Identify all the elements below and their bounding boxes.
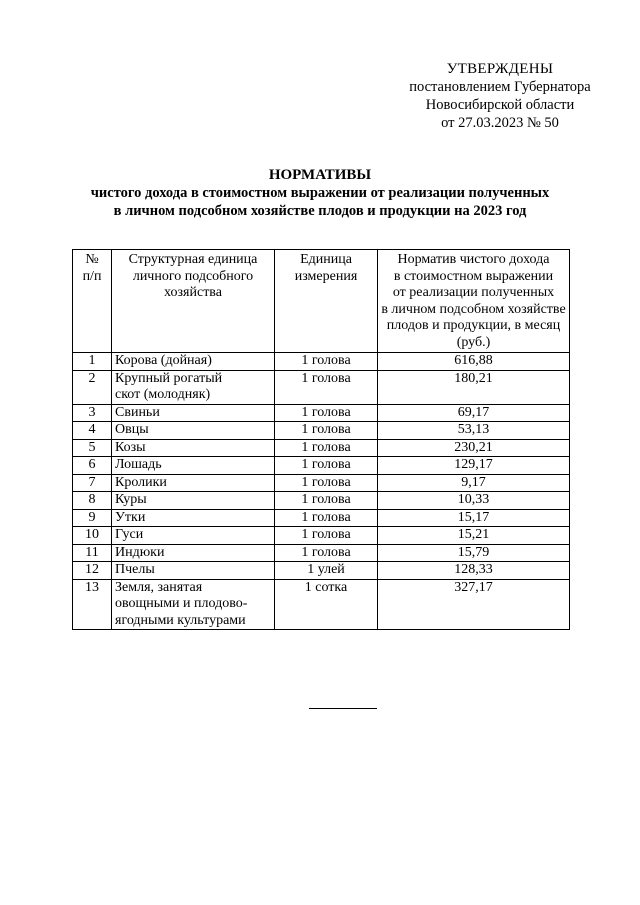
row-measure: 1 голова [275,404,378,422]
header-line: личного подсобного [132,268,254,284]
row-unit [112,527,275,545]
header-line: хозяйства [164,285,222,300]
row-measure: 1 голова [275,439,378,457]
row-value: 53,13 [378,422,570,440]
row-measure: 1 голова [275,492,378,510]
row-unit [112,439,275,457]
header-line: в личном подсобном хозяйстве [381,301,566,317]
row-number: 3 [73,404,112,422]
header-line: плодов и продукции, в месяц [386,318,561,333]
table-row [73,509,570,527]
unit-line: Пчелы [115,562,155,577]
header-line: от реализации полученных [392,285,555,300]
row-number: 1 [73,353,112,371]
unit-line: Козы [115,439,146,455]
table-row [73,404,570,422]
unit-line: Крупный рогатый [115,370,223,386]
row-measure: 1 голова [275,457,378,475]
approval-issuer: постановлением Губернатора [409,79,591,95]
row-value: 230,21 [378,439,570,457]
header-line: в стоимостном выражении [393,268,554,284]
table-row [73,544,570,562]
row-unit [112,544,275,562]
row-measure: 1 голова [275,422,378,440]
row-number: 6 [73,457,112,475]
row-value: 10,33 [378,492,570,510]
row-value: 9,17 [378,474,570,492]
row-measure: 1 улей [275,562,378,580]
header-line: Структурная единица [128,252,258,267]
title-main: НОРМАТИВЫ [268,167,372,183]
table-row [73,422,570,440]
row-number: 7 [73,474,112,492]
unit-line: Корова (дойная) [115,353,212,368]
row-unit [112,492,275,510]
row-unit [112,457,275,475]
header-line: Норматив чистого дохода [397,252,550,267]
table-row [73,439,570,457]
approval-date-number: от 27.03.2023 № 50 [441,115,559,131]
unit-line: Утки [115,509,146,525]
row-value: 616,88 [378,353,570,371]
table-row [73,474,570,492]
row-number: 12 [73,562,112,580]
row-value: 327,17 [378,579,570,630]
header-structural-unit [112,250,275,353]
table-row [73,370,570,404]
row-measure: 1 голова [275,509,378,527]
approval-stamp [380,60,620,132]
row-unit [112,474,275,492]
row-unit [112,562,275,580]
header-line: измерения [294,268,358,284]
title-line-2: в личном подсобном хозяйстве плодов и продукции на 2023 год [113,203,527,219]
unit-line: Кролики [115,474,167,490]
row-unit [112,422,275,440]
row-unit [112,579,275,630]
row-unit [112,353,275,371]
unit-line: Куры [115,492,147,507]
unit-line: Лошадь [115,457,162,472]
table-row [73,562,570,580]
header-line: п/п [82,268,102,284]
row-value: 69,17 [378,404,570,422]
row-value: 15,21 [378,527,570,545]
row-unit [112,404,275,422]
row-measure: 1 сотка [275,579,378,630]
row-unit [112,370,275,404]
row-measure: 1 голова [275,474,378,492]
row-value: 129,17 [378,457,570,475]
row-value: 15,79 [378,544,570,562]
closing-line-divider [309,708,377,709]
unit-line: Земля, занятая [115,579,203,595]
header-line: № [85,252,99,267]
row-unit [112,509,275,527]
row-value: 128,33 [378,562,570,580]
row-number: 8 [73,492,112,510]
unit-line: Индюки [115,544,165,560]
row-number: 9 [73,509,112,527]
row-measure: 1 голова [275,544,378,562]
row-number: 5 [73,439,112,457]
row-measure: 1 голова [275,370,378,404]
table-header-row [73,250,570,353]
row-value: 15,17 [378,509,570,527]
row-number: 4 [73,422,112,440]
unit-line: скот (молодняк) [115,387,211,402]
table-row [73,579,570,630]
table-row [73,527,570,545]
row-measure: 1 голова [275,353,378,371]
row-measure: 1 голова [275,527,378,545]
unit-line: овощными и плодово- [115,596,248,611]
document-title [40,166,600,220]
unit-line: Овцы [115,422,149,437]
row-number: 13 [73,579,112,630]
header-line: (руб.) [456,334,491,350]
unit-line: ягодными культурами [115,612,246,628]
row-value: 180,21 [378,370,570,404]
table-row [73,353,570,371]
approval-region: Новосибирской области [425,97,575,113]
row-number: 2 [73,370,112,404]
row-number: 10 [73,527,112,545]
row-number: 11 [73,544,112,562]
approval-heading: УТВЕРЖДЕНЫ [446,61,554,77]
header-line: Единица [300,252,352,267]
table-row [73,457,570,475]
table-row [73,492,570,510]
header-measure-unit [275,250,378,353]
header-number [73,250,112,353]
title-line-1: чистого дохода в стоимостном выражении от реализации полученных [90,185,550,201]
header-norm [378,250,570,353]
unit-line: Гуси [115,527,144,542]
norms-table [72,249,570,630]
unit-line: Свиньи [115,404,160,420]
